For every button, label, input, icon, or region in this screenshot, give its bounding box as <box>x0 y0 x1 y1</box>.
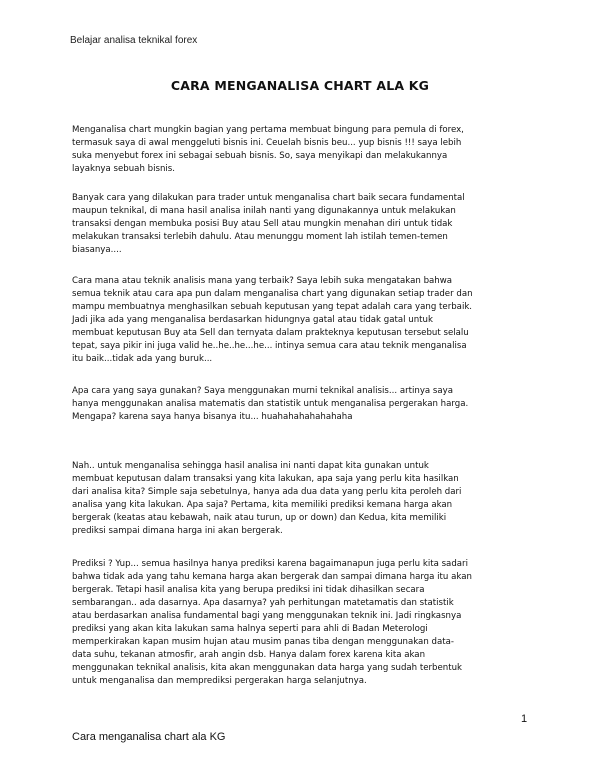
text-line: prediksi sampai dimana harga ini akan bergerak. <box>72 526 283 536</box>
text-line: dari analisa kita? Simple saja sebetulnya, hanya ada dua data yang perlu kita peroleh dari <box>72 487 462 497</box>
text-line: bahwa tidak ada yang tahu kemana harga akan bergerak dan sampai dimana harga itu akan <box>72 572 472 582</box>
text-line: Prediksi ? Yup... semua hasilnya hanya prediksi karena bagaimanapun juga perlu kita sadari <box>72 559 468 569</box>
paragraph <box>72 124 464 176</box>
text-line: untuk menganalisa dan memprediksi pergerakan harga selanjutnya. <box>72 676 367 686</box>
text-line: termasuk saya di awal menggeluti bisnis ini. Ceuelah bisnis beu... yup bisnis !!! saya lebih <box>72 138 462 148</box>
text-line: suka menyebut forex ini sebagai sebuah bisnis. So, saya menyikapi dan melakukannya <box>72 151 448 161</box>
text-line: semua teknik atau cara apa pun dalam menganalisa chart yang digunakan setiap trader dan <box>72 289 473 299</box>
text-line: transaksi dengan membuka posisi Buy atau Sell atau mungkin menahan diri untuk tidak <box>72 219 453 229</box>
paragraph <box>72 275 473 366</box>
text-line: Menganalisa chart mungkin bagian yang pertama membuat bingung para pemula di forex, <box>72 125 464 135</box>
text-line: Cara mana atau teknik analisis mana yang terbaik? Saya lebih suka mengatakan bahwa <box>72 276 453 286</box>
text-line: Nah.. untuk menganalisa sehingga hasil analisa ini nanti dapat kita gunakan untuk <box>72 461 429 471</box>
text-line: sembarangan.. ada dasarnya. Apa dasarnya? yah perhitungan matetamatis dan statistik <box>72 598 454 608</box>
text-line: bergerak (keatas atau kebawah, naik atau turun, up or down) dan Kedua, kita memiliki <box>72 513 447 523</box>
text-line: membuat keputusan Buy ata Sell dan ternyata dalam prakteknya keputusan tersebut selalu <box>72 328 469 338</box>
text-line: atau berdasarkan analisa fundamental bagi yang menggunakan teknik ini. Jadi ringkasnya <box>72 611 462 621</box>
page-number: 1 <box>521 713 528 725</box>
text-line: menggunakan teknikal analisis, kita akan menggunakan data harga yang sudah terbentuk <box>72 663 463 673</box>
paragraph <box>72 558 472 688</box>
text-line: bergerak. Tetapi hasil analisa kita yang berupa prediksi ini tidak dihasilkan secara <box>72 585 425 595</box>
paragraph <box>72 192 465 257</box>
text-line: biasanya.... <box>72 245 122 255</box>
text-line: membuat keputusan dalam transaksi yang kita lakukan, apa saja yang perlu kita hasilkan <box>72 474 459 484</box>
paragraph <box>72 460 461 538</box>
text-line: Mengapa? karena saya hanya bisanya itu... huahahahahahahaha <box>72 412 353 422</box>
text-line: Apa cara yang saya gunakan? Saya menggunakan murni teknikal analisis... artinya saya <box>72 386 454 396</box>
text-line: mampu membuatnya menghasilkan sebuah keputusan yang tepat adalah cara yang terbaik. <box>72 302 473 312</box>
text-line: memperkirakan kapan musim hujan atau musim panas tiba dengan menggunakan data- <box>72 637 454 647</box>
text-line: prediksi yang akan kita lakukan sama halnya seperti para ahli di Badan Meterologi <box>72 624 428 634</box>
text-line: maupun teknikal, di mana hasil analisa inilah nanti yang digunakannya untuk melakukan <box>72 206 456 216</box>
text-line: Banyak cara yang dilakukan para trader untuk menganalisa chart baik secara fundamental <box>72 193 465 203</box>
text-line: data suhu, tekanan atmosfir, arah angin dsb. Hanya dalam forex karena kita akan <box>72 650 426 660</box>
document-title: CARA MENGANALISA CHART ALA KG <box>170 78 430 93</box>
text-line: layaknya sebuah bisnis. <box>72 164 175 174</box>
text-line: tepat, saya pikir ini juga valid he..he..he...he... intinya semua cara atau teknik menganalisa <box>72 341 467 351</box>
text-line: melakukan transaksi terlebih dahulu. Atau menunggu moment lah istilah temen-temen <box>72 232 448 242</box>
text-line: hanya menggunakan analisa matematis dan statistik untuk menganalisa pergerakan harga. <box>72 399 469 409</box>
text-line: analisa yang kita lakukan. Apa saja? Pertama, kita memiliki prediksi kemana harga akan <box>72 500 453 510</box>
running-footer: Cara menganalisa chart ala KG <box>72 731 226 743</box>
running-header: Belajar analisa teknikal forex <box>70 35 198 46</box>
paragraph <box>72 385 468 424</box>
text-line: itu baik...tidak ada yang buruk... <box>72 354 213 364</box>
text-line: Jadi jika ada yang menganalisa berdasarkan hidungnya gatal atau tidak gatal untuk <box>72 315 433 325</box>
